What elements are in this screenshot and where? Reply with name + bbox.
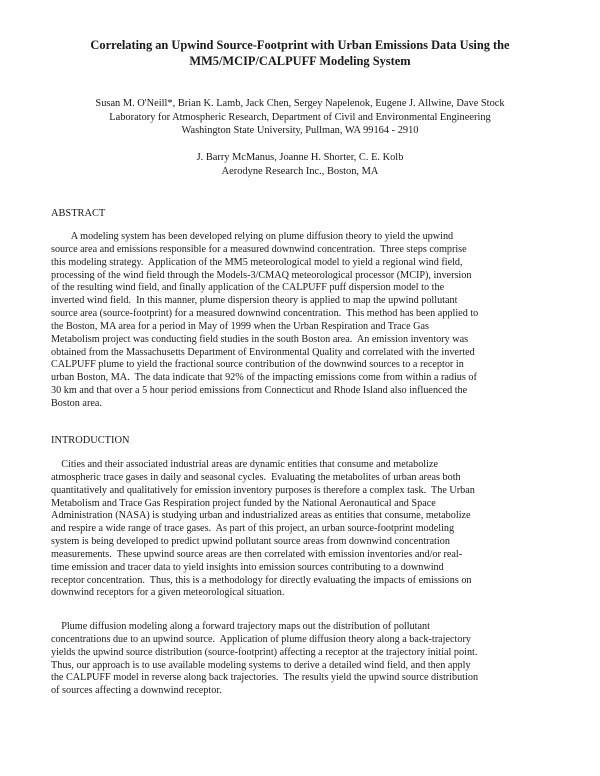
author-list: J. Barry McManus, Joanne H. Shorter, C. E. Kolb <box>196 152 404 163</box>
text-line: source area (source-footprint) for a measured downwind concentration. This method has been applied to <box>51 308 479 320</box>
text-line: urban Boston, MA. The data indicate that 92% of the impacting emissions come from within a radius of <box>51 372 477 384</box>
affiliation-org: Aerodyne Research Inc., Boston, MA <box>221 165 379 177</box>
text-line: downwind receptors for a given meteorological situation. <box>51 587 285 599</box>
text-line: inverted wind field. In this manner, plume dispersion theory is applied to map the upwind pollutant <box>51 295 458 307</box>
text-line: obtained from the Massachusetts Department of Environmental Quality and correlated with the inverted <box>51 346 475 358</box>
text-line: this modeling strategy. Application of the MM5 meteorological model to yield a regional wind field, <box>51 256 463 268</box>
text-line: Administration (NASA) is studying urban and industrialized areas as entities that consume, metabolize <box>51 510 471 522</box>
text-line: Boston area. <box>51 397 102 409</box>
text-line: receptor concentration. Thus, this is a methodology for directly evaluating the impacts of emissions on <box>51 574 472 586</box>
introduction-heading: INTRODUCTION <box>51 435 130 446</box>
title-line: MM5/MCIP/CALPUFF Modeling System <box>189 53 411 68</box>
text-line: processing of the wind field through the Models-3/CMAQ meteorological processor (MCIP), inversion <box>51 269 472 281</box>
affiliation-university: Washington State University, Pullman, WA 99164 - 2910 <box>181 125 419 136</box>
abstract-body <box>51 231 556 411</box>
text-line: Cities and their associated industrial areas are dynamic entities that consume and metabolize <box>51 459 438 470</box>
text-line: CALPUFF plume to yield the fractional source contribution of the downwind sources to a receptor in <box>51 359 464 371</box>
text-line: the Boston, MA area for a period in May of 1999 when the Urban Respiration and Trace Gas <box>51 320 429 332</box>
text-line: of sources affecting a downwind receptor. <box>51 685 222 697</box>
text-line: Plume diffusion modeling along a forward trajectory maps out the distribution of pollutant <box>51 621 430 632</box>
text-line: Metabolism and Trace Gas Respiration project funded by the National Aeronautical and Space <box>51 497 436 509</box>
author-list: Susan M. O'Neill*, Brian K. Lamb, Jack Chen, Sergey Napelenok, Eugene J. Allwine, Dave Stock <box>95 98 505 109</box>
affiliation-lab: Laboratory for Atmospheric Research, Department of Civil and Environmental Engineering <box>109 111 491 123</box>
text-line: atmospheric trace gases in daily and seasonal cycles. Evaluating the metabolites of urban areas both <box>51 471 461 483</box>
author-block-aerodyne <box>30 151 570 178</box>
title-line: Correlating an Upwind Source-Footprint with Urban Emissions Data Using the <box>90 38 510 52</box>
text-line: and respire a wide range of trace gases. As part of this project, an urban source-footprint modeling <box>51 523 455 535</box>
text-line: A modeling system has been developed relying on plume diffusion theory to yield the upwind <box>51 231 454 242</box>
text-line: Thus, our approach is to use available modeling systems to derive a detailed wind field, and then apply <box>51 659 471 671</box>
abstract-heading: ABSTRACT <box>51 208 106 219</box>
introduction-paragraph-2 <box>51 621 556 698</box>
text-line: system is being developed to predict upwind pollutant source areas from downwind concentration <box>51 536 450 548</box>
text-line: measurements. These upwind source areas are then correlated with emission inventories and/or real- <box>51 548 463 560</box>
text-line: time emission and tracer data to yield insights into emission sources contributing to a downwind <box>51 561 444 573</box>
text-line: source area and emissions responsible for a measured downwind concentration. Three steps comprise <box>51 243 467 255</box>
paper-title <box>40 38 560 69</box>
text-line: 30 km and that over a 5 hour period emissions from Connecticut and Rhode Island also influenced the <box>51 385 468 397</box>
text-line: of the resulting wind field, and finally application of the CALPUFF puff dispersion model to the <box>51 282 445 294</box>
text-line: concentrations due to an upwind source. Application of plume diffusion theory along a back-trajectory <box>51 633 471 645</box>
introduction-paragraph-1 <box>51 459 556 600</box>
text-line: the CALPUFF model in reverse along back trajectories. The results yield the upwind source distribution <box>51 672 479 684</box>
text-line: yields the upwind source distribution (source-footprint) affecting a receptor at the trajectory initial point. <box>51 646 478 658</box>
author-block-wsu <box>30 97 570 138</box>
text-line: Metabolism project was conducting field studies in the south Boston area. An emission inventory was <box>51 333 469 345</box>
text-line: quantitatively and qualitatively for emission inventory purposes is therefore a complex task. The Urban <box>51 484 475 496</box>
